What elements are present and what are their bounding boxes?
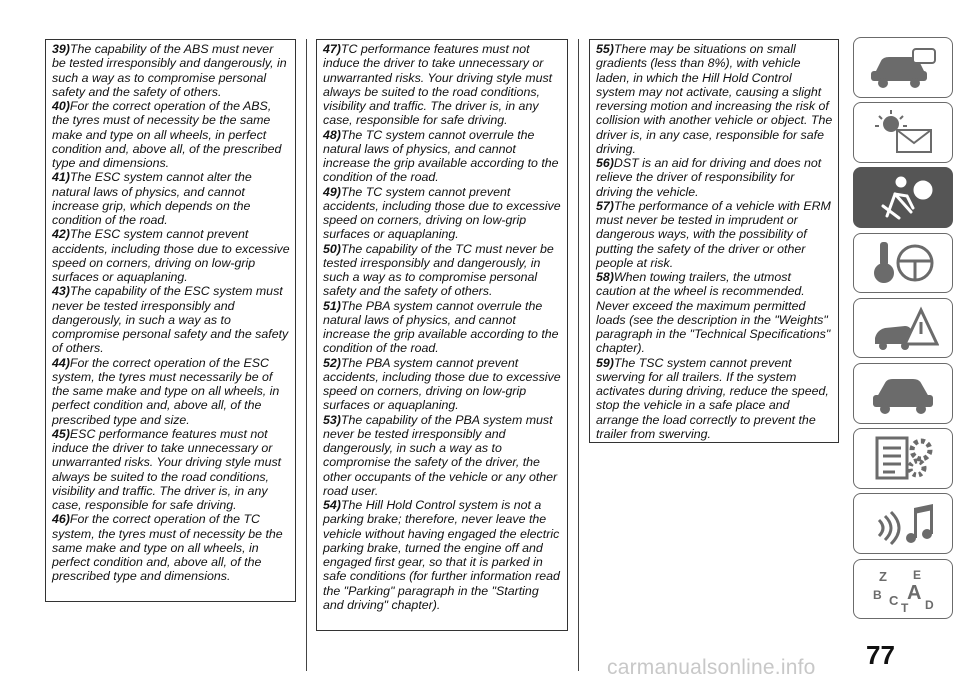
svg-text:A: A [907, 581, 922, 604]
warnings-column-1 [45, 39, 296, 602]
warnings-column-3 [589, 39, 839, 443]
multimedia-music-icon [867, 500, 939, 548]
warning-lights-envelope-icon [867, 108, 939, 156]
warnings-column-2 [316, 39, 568, 631]
tab-index[interactable] [853, 559, 953, 620]
tab-dashboard-symbols[interactable] [853, 102, 953, 163]
warning-item-41: 41)The ESC system cannot alter the natural laws of physics, and cannot increase grip, which depends on the condition of the road. [52, 170, 252, 227]
warning-item-55: 55)There may be situations on small gradients (less than 8%), with vehicle laden, in which the Hill Hold Control system may not activate, causing a slight reversing motion and increasing the risk of collision with another vehicle or object. The driver is, in any case, responsible for safe driving. [596, 42, 833, 156]
warning-item-47: 47)TC performance features must not induce the driver to take unnecessary or unwarranted risks. Your driving style must always be suited to the road conditions, visibility and traffic. The driver is, in any case, responsible for safe driving. [323, 42, 553, 128]
warning-item-43: 43)The capability of the ESC system must never be tested irresponsibly and dangerously, in such a way as to compromise personal safety and the safety of others. [52, 284, 289, 356]
svg-text:E: E [913, 567, 922, 582]
warning-item-48: 48)The TC system cannot overrule the natural laws of physics, and cannot increase the grip available according to the condition of the road. [323, 127, 559, 185]
tab-safety[interactable] [853, 167, 953, 228]
warning-item-50: 50)The capability of the TC must never be tested irresponsibly and dangerously, in such a way as to compromise personal safety and the safety of others. [323, 241, 554, 299]
seat-airbag-icon [867, 174, 939, 222]
warning-item-46: 46)For the correct operation of the TC system, the tyres must of necessity be the same make and type on all wheels, in perfect condition and, above all, of the prescribed type and dimensions. [52, 512, 283, 584]
tab-servicing-care[interactable] [853, 363, 953, 424]
car-service-icon [867, 369, 939, 417]
warning-item-40: 40)For the correct operation of the ABS, the tyres must of necessity be the same make and type on all wheels, in perfect condition and, above all, of the prescribed type and dimensions. [52, 99, 282, 170]
specifications-gears-icon [867, 434, 939, 482]
warning-item-53: 53)The capability of the PBA system must never be tested irresponsibly and dangerously, in such a way as to compromise the safety of the driver, the other occupants of the vehicle or any other road user. [323, 412, 558, 498]
svg-text:Z: Z [879, 568, 887, 584]
warning-triangle-icon [867, 304, 939, 352]
tab-getting-to-know-car[interactable] [853, 37, 953, 98]
column-divider [578, 39, 579, 671]
key-steering-wheel-icon [867, 239, 939, 287]
chapter-tabs [853, 37, 955, 624]
warning-item-56: 56)DST is an aid for driving and does not relieve the driver of responsibility for driving the vehicle. [596, 156, 822, 199]
warning-item-42: 42)The ESC system cannot prevent accidents, including those due to excessive speed on corners, driving on low-grip surfaces or aquaplaning. [52, 227, 290, 284]
svg-text:B: B [873, 587, 882, 602]
alphabetical-index-icon [867, 565, 939, 613]
warning-item-52: 52)The PBA system cannot prevent accidents, including those due to excessive speed on corners, driving on low-grip surfaces or aquaplaning. [323, 355, 561, 413]
warning-item-58: 58)When towing trailers, the utmost caution at the wheel is recommended. Never exceed the maximum permitted loads (see the description in the "Weights" paragraph in the "Technical Specifications" chapter). [596, 270, 831, 356]
warning-item-39: 39)The capability of the ABS must never be tested irresponsibly and dangerously, in such a way as to compromise personal safety and the safety of others. [52, 42, 287, 99]
svg-text:T: T [901, 600, 909, 613]
warning-item-51: 51)The PBA system cannot overrule the natural laws of physics, and cannot increase the grip available according to the condition of the road. [323, 298, 559, 356]
warning-item-45: 45)ESC performance features must not induce the driver to take unnecessary or unwarranted risks. Your driving style must always be suited to the road conditions, visibility and traffic. The driver is, in any case, responsible for safe driving. [52, 426, 282, 512]
page-number: 77 [866, 640, 895, 670]
tab-in-an-emergency[interactable] [853, 298, 953, 359]
tab-multimedia[interactable] [853, 493, 953, 554]
watermark: carmanualsonline.info [607, 656, 816, 679]
svg-text:D: D [925, 597, 934, 612]
warning-item-57: 57)The performance of a vehicle with ERM must never be tested in imprudent or dangerous ways, with the possibility of putting the safety of the driver or other people at risk. [596, 198, 831, 270]
warning-item-49: 49)The TC system cannot prevent accidents, including those due to excessive speed on corners, driving on low-grip surfaces or aquaplaning. [323, 184, 561, 242]
tab-starting-driving[interactable] [853, 233, 953, 294]
tab-technical-specifications[interactable] [853, 428, 953, 489]
column-divider [306, 39, 307, 671]
warning-item-44: 44)For the correct operation of the ESC system, the tyres must necessarily be of the same make and type on all wheels, in perfect condition and, above all, of the prescribed type and size. [52, 355, 280, 427]
car-dashboard-icon [867, 43, 939, 91]
svg-text:C: C [889, 592, 899, 608]
warning-item-59: 59)The TSC system cannot prevent swerving for all trailers. If the system activates during driving, reduce the speed, stop the vehicle in a safe place and arrange the load correctly to prevent the trailer from swerving. [596, 355, 829, 441]
warning-item-54: 54)The Hill Hold Control system is not a parking brake; therefore, never leave the vehicle without having engaged the electric parking brake, turned the engine off and engaged first gear, so that it is parked in safe conditions (for further information read the "Parking" paragraph in the "Starting and driving" chapter). [323, 498, 560, 612]
